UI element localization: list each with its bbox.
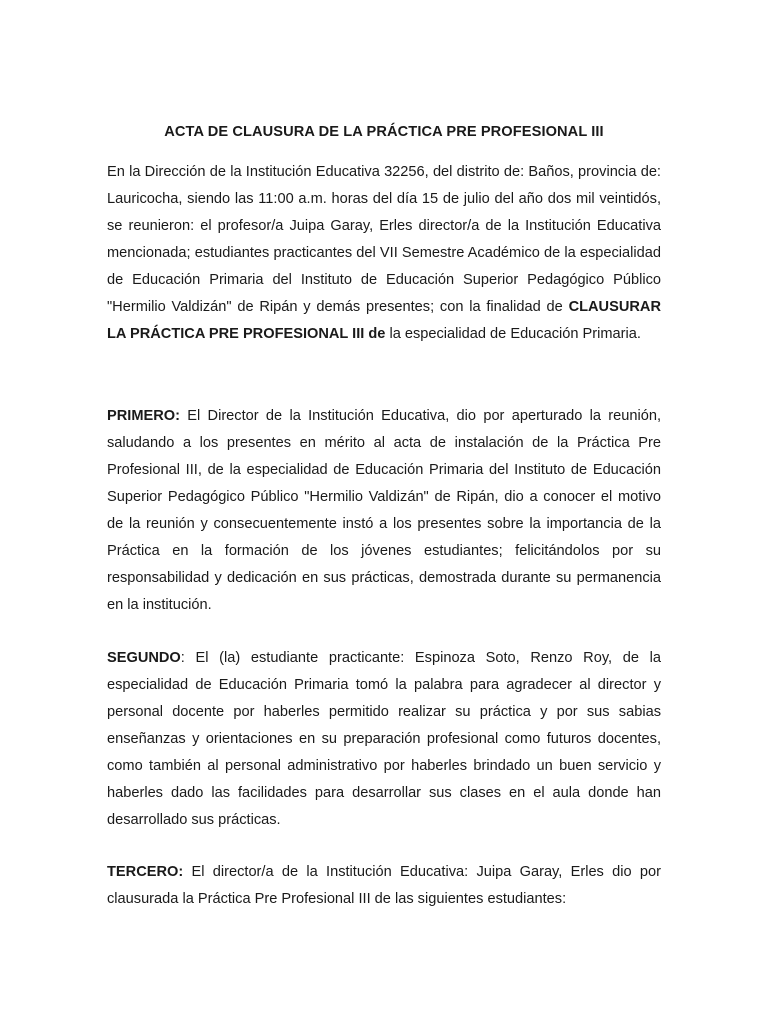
intro-paragraph (107, 159, 661, 348)
intro-bold-text: CLAUSURAR LA PRÁCTICA PRE PROFESIONAL III de (107, 299, 661, 342)
intro-text: En la Dirección de la Institución Educativa 32256, del distrito de: Baños, provincia de: Lauricocha, siendo las 11:00 a.m. horas del día 15 de julio del año dos mil veintidós, se reunieron: el profesor/a Juipa Garay, Erles director/a de la Institución Educativa mencionada; estudiantes practicantes del VII Semestre Académico de la especialidad de Educación Primaria del Instituto de Educación Superior Pedagógico Público "Hermilio Valdizán" de Ripán y demás presentes; con la finalidad de (107, 164, 661, 315)
primero-paragraph (107, 403, 661, 619)
tercero-text: El director/a de la Institución Educativa: Juipa Garay, Erles dio por clausurada la Práctica Pre Profesional III de las siguientes estudiantes: (107, 864, 661, 907)
tercero-label: TERCERO: (107, 864, 184, 880)
segundo-text: : El (la) estudiante practicante: Espinoza Soto, Renzo Roy, de la especialidad de Educación Primaria tomó la palabra para agradecer al director y personal docente por haberles permitido realizar su práctica y por sus sabias enseñanzas y orientaciones en su preparación profesional como futuros docentes, como también al personal administrativo por haberles brindado un buen servicio y haberles dado las facilidades para desarrollar sus clases en el aula donde han desarrollado sus prácticas. (107, 650, 661, 828)
document-title: ACTA DE CLAUSURA DE LA PRÁCTICA PRE PROFESIONAL III (164, 124, 604, 140)
intro-text-end: la especialidad de Educación Primaria. (385, 326, 641, 342)
primero-label: PRIMERO: (107, 408, 180, 424)
primero-text: El Director de la Institución Educativa, dio por aperturado la reunión, saludando a los presentes en mérito al acta de instalación de la Práctica Pre Profesional III, de la especialidad de Educación Primaria del Instituto de Educación Superior Pedagógico Público "Hermilio Valdizán" de Ripán, dio a conocer el motivo de la reunión y consecuentemente instó a los presentes sobre la importancia de la Práctica en la formación de los jóvenes estudiantes; felicitándolos por su responsabilidad y dedicación en sus prácticas, demostrada durante su permanencia en la institución. (107, 408, 661, 613)
segundo-label: SEGUNDO (107, 650, 181, 666)
tercero-paragraph (107, 859, 661, 913)
segundo-paragraph (107, 645, 661, 834)
